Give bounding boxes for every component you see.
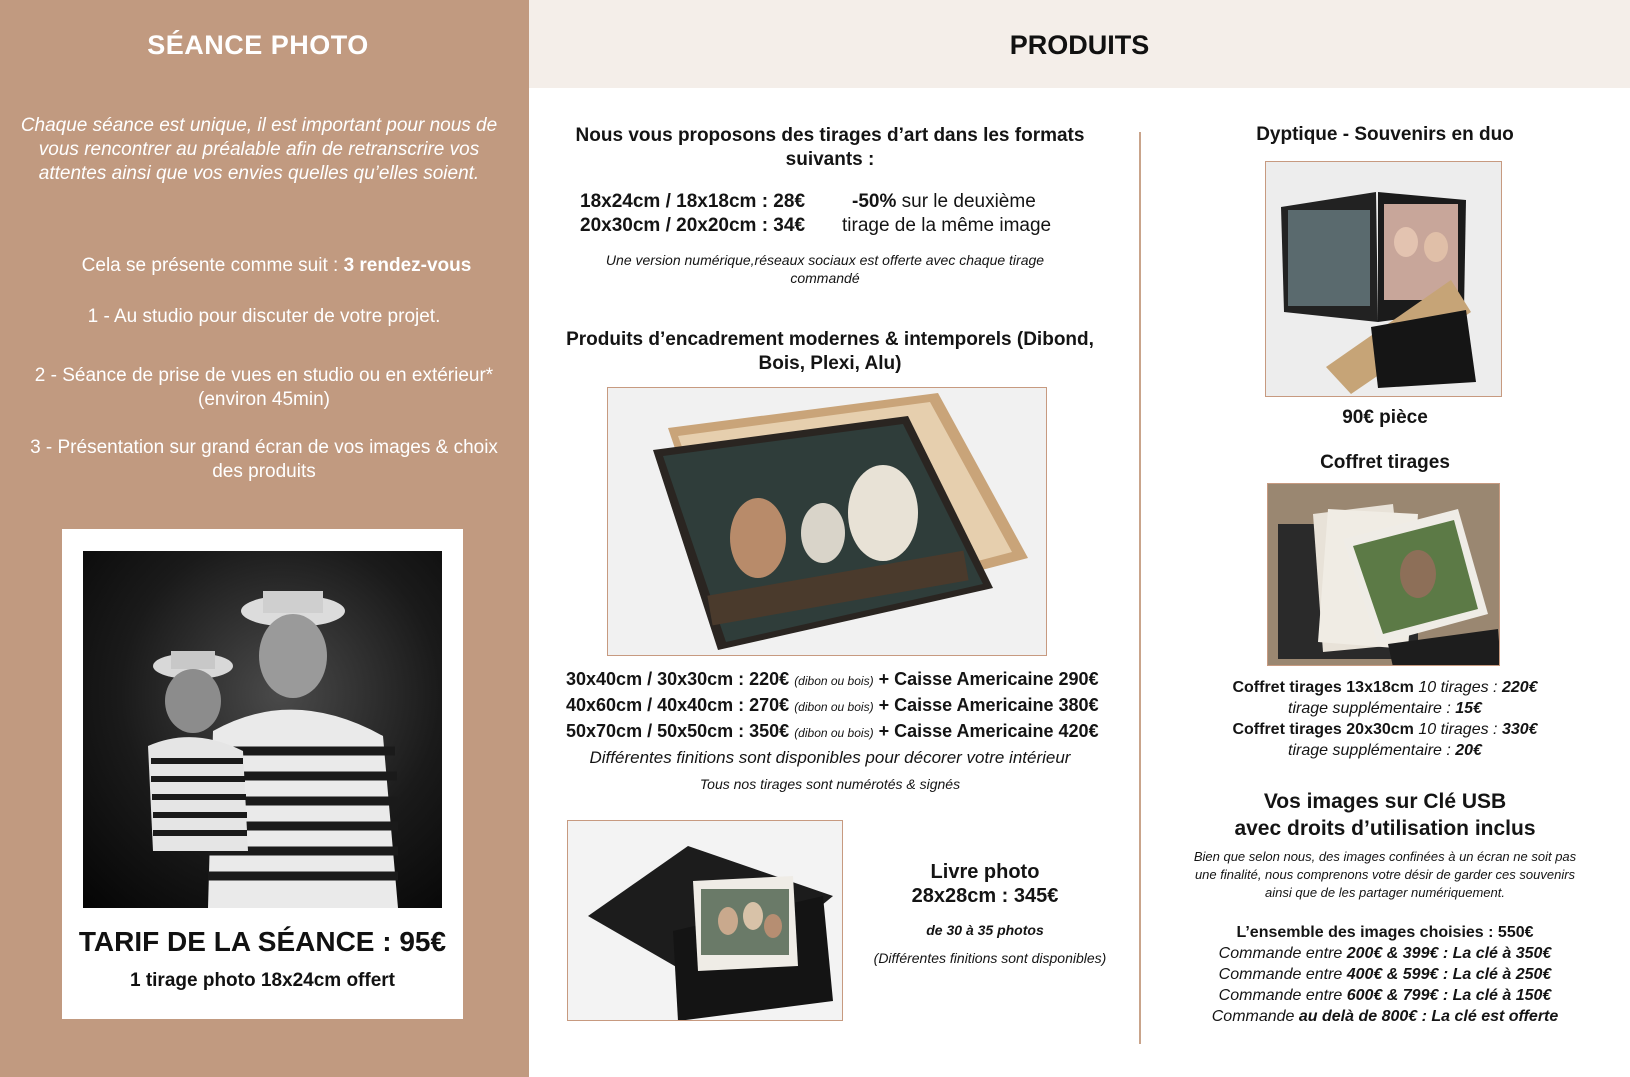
- frames-title: Produits d’encadrement modernes & intemporels (Dibond, Bois, Plexi, Alu): [566, 329, 1094, 374]
- frame-note-1: (dibon ou bois): [794, 674, 874, 688]
- coffret-13x18: Coffret tirages 13x18cm: [1232, 679, 1419, 696]
- coffret-line-3: [1180, 719, 1590, 740]
- discount-text-2: tirage de la même image: [842, 215, 1052, 236]
- livre-photos: de 30 à 35 photos: [926, 922, 1044, 938]
- bw-family-photo: [83, 551, 442, 908]
- seance-panel: [0, 0, 529, 1077]
- discount-percent: -50%: [852, 191, 897, 212]
- discount-text: sur le deuxième: [896, 191, 1036, 212]
- usb-line-2-pre: Commande entre: [1218, 966, 1347, 983]
- usb-line-4-bold: au delà de 800€ : La clé est offerte: [1298, 1008, 1559, 1025]
- frame-row-1: [566, 667, 1106, 693]
- frame-size-2: 40x60cm / 40x40cm : 270€: [566, 695, 795, 715]
- rdv-prefix: Cela se présente comme suit :: [81, 255, 344, 276]
- usb-title-1: Vos images sur Clé USB: [1263, 790, 1507, 813]
- column-divider: [1139, 132, 1141, 1044]
- framed-print-photo: [607, 387, 1047, 656]
- usb-line-2-bold: 400€ & 599€ : La clé à 250€: [1346, 966, 1552, 983]
- rdv-line: [14, 255, 539, 277]
- usb-prices: [1170, 922, 1600, 1027]
- rdv-count: 3 rendez-vous: [343, 255, 472, 276]
- art-discount: [842, 190, 1102, 238]
- produits-title: PRODUITS: [1009, 30, 1150, 60]
- coffret-line-2: [1180, 698, 1590, 719]
- coffret-extra-price-2: 20€: [1455, 742, 1482, 759]
- coffret-extra-label-1: tirage supplémentaire :: [1288, 700, 1456, 717]
- livre-finitions: (Différentes finitions sont disponibles): [873, 950, 1107, 966]
- usb-description: Bien que selon nous, des images confinées à un écran ne soit pas une finalité, nous comprenons votre désir de garder ces souvenirs ainsi que de les partager numériquement.: [1193, 849, 1577, 900]
- livre-title-1: Livre photo: [930, 861, 1040, 883]
- frame-extra-1: + Caisse Americaine 290€: [878, 669, 1099, 689]
- frames-signes: Tous nos tirages sont numérotés & signés: [699, 776, 961, 792]
- seance-polaroid: [62, 529, 463, 1019]
- art-price-2: 20x30cm / 20x20cm : 34€: [580, 215, 806, 236]
- frame-prices: [566, 667, 1106, 745]
- step-1: 1 - Au studio pour discuter de votre projet.: [87, 306, 441, 327]
- numeric-note: Une version numérique,réseaux sociaux est offerte avec chaque tirage commandé: [605, 252, 1045, 286]
- usb-line-2: [1170, 964, 1600, 985]
- usb-line-1: [1170, 943, 1600, 964]
- coffret-20x30-price: 330€: [1501, 721, 1538, 738]
- usb-line-3: [1170, 985, 1600, 1006]
- dyptique-photo: [1265, 161, 1502, 397]
- usb-ensemble: L’ensemble des images choisies : 550€: [1236, 924, 1534, 941]
- frame-note-3: (dibon ou bois): [794, 726, 874, 740]
- usb-title: [1180, 788, 1590, 842]
- coffret-13x18-count: 10 tirages :: [1418, 679, 1502, 696]
- coffret-prices: [1180, 677, 1590, 761]
- step-3: 3 - Présentation sur grand écran de vos images & choix des produits: [30, 437, 498, 482]
- frame-size-1: 30x40cm / 30x30cm : 220€: [566, 669, 795, 689]
- coffret-20x30-count: 10 tirages :: [1418, 721, 1502, 738]
- usb-line-3-pre: Commande entre: [1218, 987, 1347, 1004]
- seance-tarif: TARIF DE LA SÉANCE : 95€: [78, 926, 447, 957]
- coffret-title: Coffret tirages: [1320, 452, 1450, 473]
- coffret-extra-price-1: 15€: [1455, 700, 1482, 717]
- usb-line-3-bold: 600€ & 799€ : La clé à 150€: [1346, 987, 1552, 1004]
- usb-line-4-pre: Commande: [1211, 1008, 1299, 1025]
- coffret-20x30: Coffret tirages 20x30cm: [1232, 721, 1419, 738]
- frame-extra-2: + Caisse Americaine 380€: [878, 695, 1099, 715]
- frame-size-3: 50x70cm / 50x50cm : 350€: [566, 721, 795, 741]
- art-prints-title: Nous vous proposons des tirages d’art dans les formats suivants :: [575, 125, 1085, 170]
- art-price-list: [580, 190, 840, 238]
- coffret-photo: [1267, 483, 1500, 666]
- livre-title: [850, 860, 1120, 908]
- frame-row-2: [566, 693, 1106, 719]
- dyptique-price: 90€ pièce: [1342, 407, 1428, 428]
- usb-line-4: [1170, 1006, 1600, 1027]
- dyptique-title: Dyptique - Souvenirs en duo: [1256, 124, 1514, 145]
- coffret-extra-label-2: tirage supplémentaire :: [1288, 742, 1456, 759]
- frame-note-2: (dibon ou bois): [794, 700, 874, 714]
- frame-extra-3: + Caisse Americaine 420€: [878, 721, 1099, 741]
- photo-book-image: [567, 820, 843, 1021]
- seance-tarif-sub: 1 tirage photo 18x24cm offert: [129, 970, 396, 991]
- usb-title-2: avec droits d’utilisation inclus: [1234, 817, 1536, 840]
- produits-header: [529, 0, 1630, 88]
- coffret-13x18-price: 220€: [1501, 679, 1538, 696]
- seance-title: SÉANCE PHOTO: [147, 30, 369, 60]
- seance-intro: Chaque séance est unique, il est important pour nous de vous rencontrer au préalable afin de retranscrire vos attentes ainsi que vos envies quelles qu’elles soient.: [20, 115, 498, 184]
- frame-row-3: [566, 719, 1106, 745]
- frames-finitions: Différentes finitions sont disponibles pour décorer votre intérieur: [589, 748, 1071, 767]
- livre-title-2: 28x28cm : 345€: [911, 885, 1059, 907]
- coffret-line-4: [1180, 740, 1590, 761]
- step-2: 2 - Séance de prise de vues en studio ou en extérieur* (environ 45min): [34, 365, 494, 410]
- usb-line-1-pre: Commande entre: [1218, 945, 1347, 962]
- usb-line-1-bold: 200€ & 399€ : La clé à 350€: [1346, 945, 1552, 962]
- art-price-1: 18x24cm / 18x18cm : 28€: [580, 191, 806, 212]
- coffret-line-1: [1180, 677, 1590, 698]
